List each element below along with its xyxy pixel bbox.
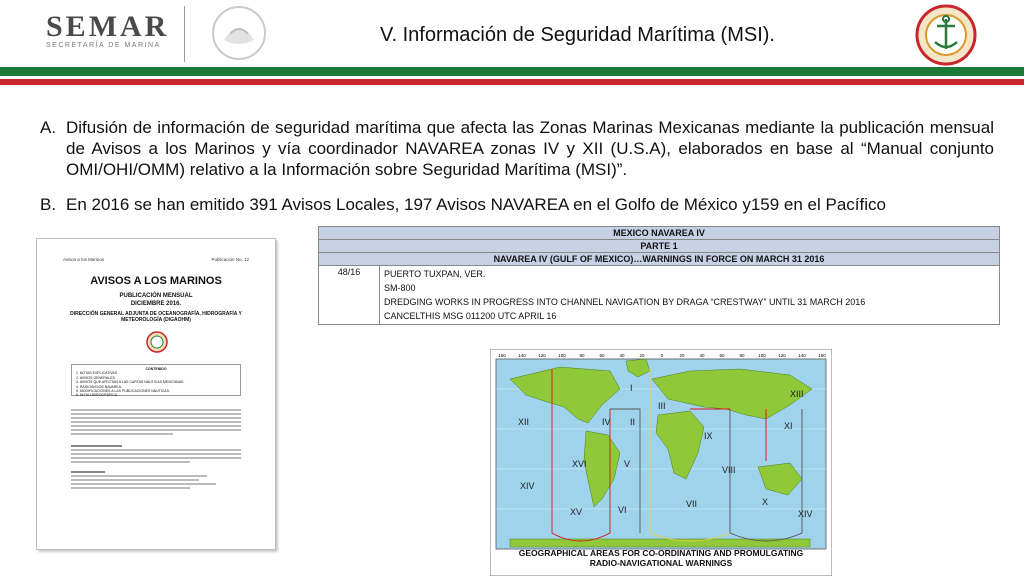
longitude-tick-label: 120 [538,353,546,358]
longitude-tick-label: 100 [758,353,766,358]
bulletin-contents-item: 3. AVISOS QUE AFECTAN A LAS CARTAS NÁUTICAS MEXICANAS. [76,380,185,385]
bulletin-cover [36,238,276,550]
longitude-tick-label: 0 [660,353,664,358]
warning-line: DREDGING WORKS IN PROGRESS INTO CHANNEL NAVIGATION BY DRAGA “CRESTWAY” UNTIL 31 MARCH 2016 [384,297,866,307]
bulletin-subtitle-2: DICIEMBRE 2016. [130,301,182,307]
longitude-tick-label: 160 [818,353,826,358]
table-row [319,266,1000,325]
map-area-label: IV [602,417,611,427]
longitude-tick-label: 20 [639,353,645,358]
bulletin-footer [71,471,241,491]
map-area-label: VII [686,499,698,509]
bulletin-header-right: Publicación No. 12 [211,257,249,262]
warning-line: SM-800 [384,283,416,293]
bullet-marker: B. [40,195,57,214]
map-area-label: VI [618,505,627,515]
map-area-label: XVI [572,459,587,469]
bulletin-subtitle-1: PUBLICACIÓN MENSUAL [119,293,193,299]
map-area-label: X [762,497,769,507]
longitude-tick-label: 140 [798,353,806,358]
mexico-coat-of-arms-icon [208,4,270,62]
header-stripe [0,67,1024,85]
map-area-label: XV [570,507,583,517]
longitude-tick-label: 80 [579,353,585,358]
bulletin-contents-item: 5. MODIFICACIONES A LAS PUBLICACIONES NÁUTICAS. [76,389,170,394]
bulletin-contents-item: 2. AVISOS GENERALES. [76,375,116,380]
bullet-a [40,117,994,180]
table-header: MEXICO NAVAREA IV [319,227,1000,240]
map-area-label: I [630,383,633,393]
warning-line: PUERTO TUXPAN, VER. [384,269,486,279]
longitude-tick-label: 140 [518,353,526,358]
map-caption-line-2: RADIO-NAVIGATIONAL WARNINGS [589,558,733,568]
table-header: NAVAREA IV (GULF OF MEXICO)…WARNINGS IN FORCE ON MARCH 31 2016 [319,253,1000,266]
semar-logo-word: SEMAR [46,10,170,43]
navarea-table [318,226,1000,325]
map-area-label: XII [518,417,530,427]
semar-logo [46,10,196,54]
bullet-text: En 2016 se han emitido 391 Avisos Locales, 197 Avisos NAVAREA en el Golfo de México y159 en el Pacífico [66,195,886,214]
longitude-tick-label: 80 [739,353,745,358]
longitude-tick-label: 60 [599,353,605,358]
navy-seal-icon [915,4,977,66]
table-header: PARTE 1 [319,240,1000,253]
longitude-tick-label: 40 [699,353,705,358]
bullet-text: Difusión de información de seguridad marítima que afecta las Zonas Marinas Mexicanas mediante la publicación mensual de Avisos a los Marinos y vía coordinador NAVAREA zonas IV y XII (U.S.A), elaborados en base al “Manual conjunto OMI/OHI/OMM) relativo a la Información sobre Seguridad Marítima (MSI)”. [66,118,994,179]
map-area-label: IX [704,431,713,441]
bullet-marker: A. [40,118,57,137]
longitude-tick-label: 20 [679,353,685,358]
page-title: V. Información de Seguridad Marítima (MSI). [380,24,775,46]
map-area-label: II [630,417,636,427]
bulletin-contents-item: 4. RADIOAVISOS NAVAREA. [76,384,122,389]
longitude-tick-label: 60 [719,353,725,358]
warning-number: 48/16 [319,266,380,325]
longitude-tick-label: 160 [498,353,506,358]
warning-message [380,266,1000,325]
bulletin-paragraph [71,409,241,437]
map-caption [490,548,832,568]
map-area-label: XIV [798,509,813,519]
header-divider [184,6,185,62]
bulletin-contents-title: CONTENIDO [145,367,167,371]
warning-line: CANCELTHIS MSG 011200 UTC APRIL 16 [384,311,557,321]
map-area-label: XIV [520,481,535,491]
longitude-tick-label: 120 [778,353,786,358]
bulletin-header-left: Avisos a los Marinos [63,257,105,262]
longitude-tick-label: 40 [619,353,625,358]
bullet-b [40,194,994,215]
bulletin-contents-item: 1. NOTAS EXPLICATIVAS [76,371,118,376]
bulletin-contents-item: 6. NOTA HIDROGRÁFICA. [76,393,118,398]
bulletin-contents-box [71,364,241,396]
map-caption-line-1: GEOGRAPHICAL AREAS FOR CO-ORDINATING AND PROMULGATING [518,548,804,558]
map-area-label: V [624,459,631,469]
bulletin-seal-icon [146,331,168,353]
longitude-tick-label: 100 [558,353,566,358]
map-area-label: XI [784,421,793,431]
bulletin-contacts [71,445,241,465]
map-area-label: VIII [722,465,736,475]
antarctica-shape [510,539,810,547]
navarea-world-map [490,349,832,576]
map-area-label: III [658,401,666,411]
bulletin-org: DIRECCIÓN GENERAL ADJUNTA DE OCEANOGRAFÍA, HIDROGRAFÍA Y METEOROLOGÍA (DIGAOHM) [70,311,242,323]
bulletin-title: AVISOS A LOS MARINOS [90,275,222,287]
map-area-label: XIII [790,389,804,399]
semar-logo-subtitle: SECRETARÍA DE MARINA [46,42,161,49]
